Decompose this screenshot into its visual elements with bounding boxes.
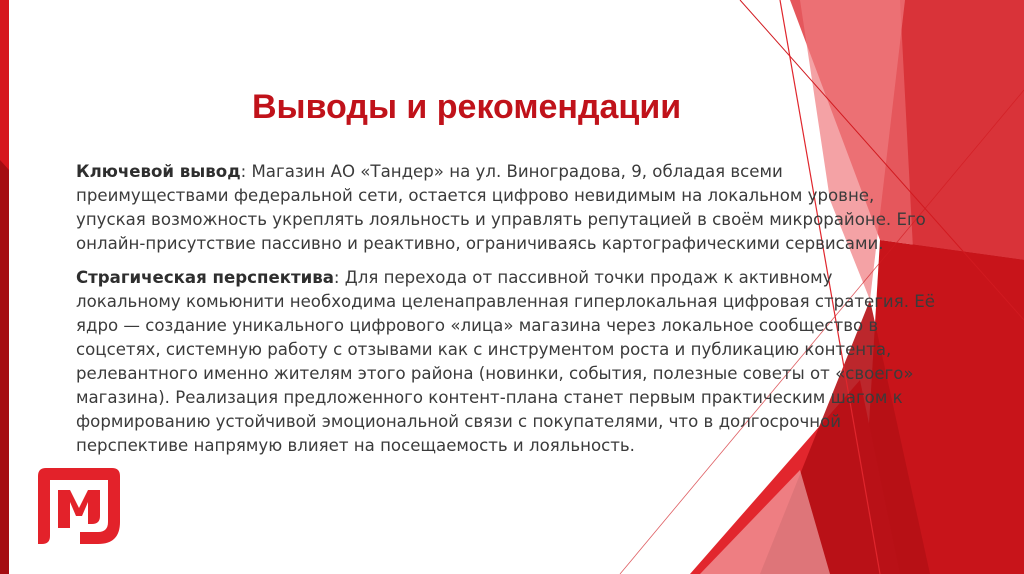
paragraph-text: Для перехода от пассивной точки продаж к активному локальному комьюнити необходима целенаправленная гиперлокальная цифровая стратегия. Её ядро — создание уникального цифрового «лица» магазина через локальное сообщество в соцсетях, системную работу с отзывами как с инструментом роста и публикацию контента, релевантного именно жителям этого района (новинки, события, полезные советы от «своего» магазина). Реализация предложенного контент-плана станет первым практическим шагом к формированию устойчивой эмоциональной связи с покупателями, что в долгосрочной перспективе напрямую влияет на посещаемость и лояльность. (76, 268, 935, 455)
slide-body (76, 160, 938, 468)
paragraph-key-conclusion (76, 160, 938, 256)
paragraph-label: Ключевой вывод (76, 162, 241, 181)
paragraph-label: Страгическая перспектива (76, 268, 334, 287)
paragraph-separator: : (240, 162, 252, 181)
paragraph-text: Магазин АО «Тандер» на ул. Виноградова, 9, обладая всеми преимуществами федеральной сети, остается цифрово невидимым на локальном уровне, упуская возможность укреплять лояльность и управлять репутацией в своём микрорайоне. Его онлайн-присутствие пассивно и реактивно, ограничиваясь картографическими сервисами. (76, 162, 926, 253)
left-accent-notch (0, 160, 9, 574)
slide-title: Выводы и рекомендации (252, 88, 682, 126)
paragraph-separator: : (333, 268, 345, 287)
magnit-logo-icon (36, 466, 122, 546)
paragraph-strategic-perspective (76, 266, 938, 458)
